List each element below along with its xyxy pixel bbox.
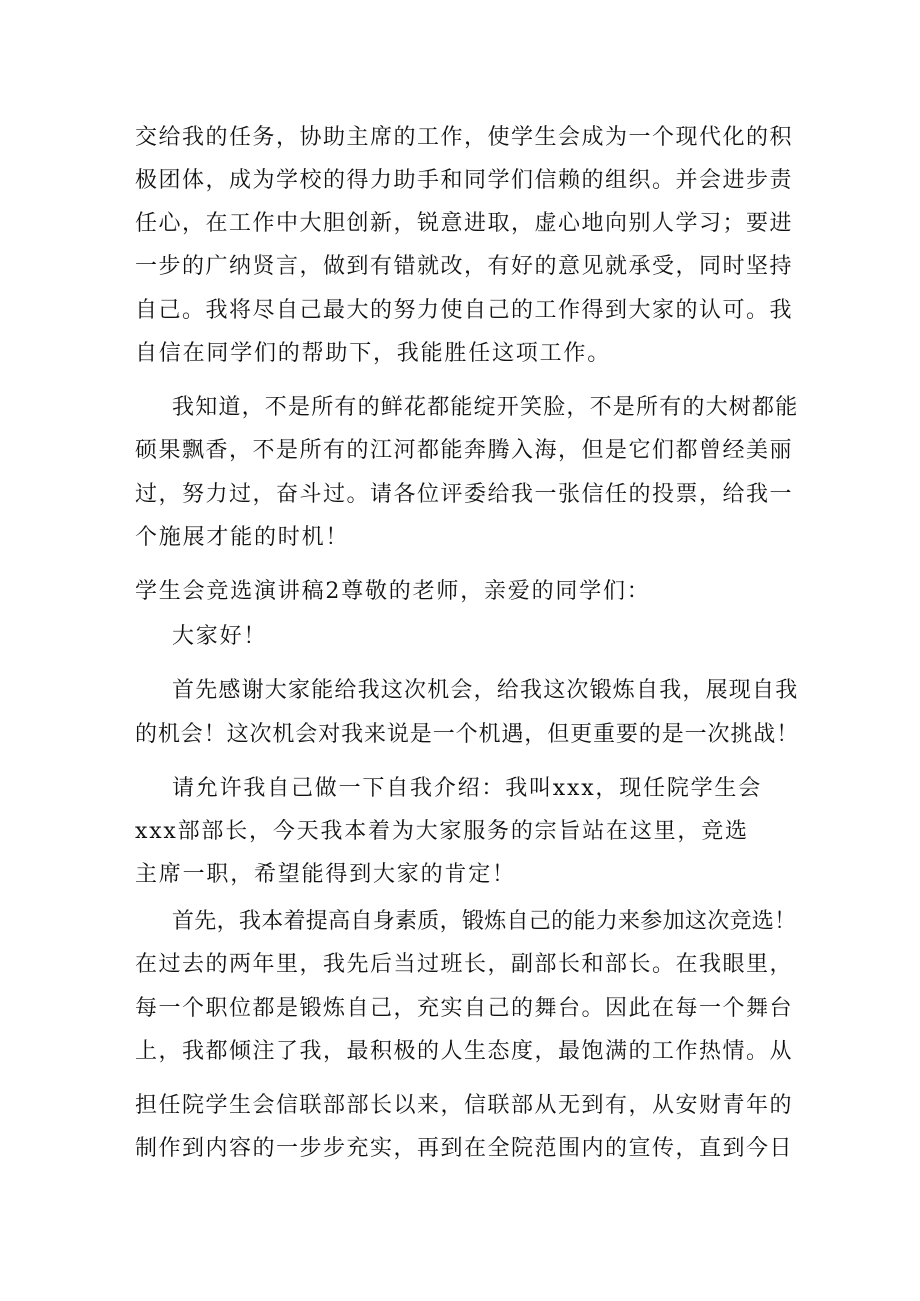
paragraph-2-line-1: 我知道，不是所有的鲜花都能绽开笑脸，不是所有的大树都能 <box>172 395 799 420</box>
paragraph-1-line-5: 自己。我将尽自己最大的努力使自己的工作得到大家的认可。我 <box>135 298 794 323</box>
paragraph-5-line-3: 每一个职位都是锻炼自己，充实自己的舞台。因此在每一个舞台 <box>135 996 794 1021</box>
paragraph-5-line-2: 在过去的两年里，我先后当过班长，副部长和部长。在我眼里， <box>135 952 794 977</box>
paragraph-5-line-5: 担任院学生会信联部部长以来，信联部从无到有，从安财青年的 <box>135 1093 794 1118</box>
paragraph-1-line-4: 一步的广纳贤言，做到有错就改，有好的意见就承受，同时坚持 <box>135 254 794 279</box>
paragraph-1-line-6: 自信在同学们的帮助下，我能胜任这项工作。 <box>135 341 612 366</box>
paragraph-3-line-1: 首先感谢大家能给我这次机会，给我这次锻炼自我，展现自我 <box>172 678 799 703</box>
paragraph-4-line-1: 请允许我自己做一下自我介绍：我叫xxx，现任院学生会 <box>172 776 763 801</box>
paragraph-1-line-1: 交给我的任务，协助主席的工作，使学生会成为一个现代化的积 <box>135 125 794 150</box>
paragraph-2-line-2: 硕果飘香，不是所有的江河都能奔腾入海，但是它们都曾经美丽 <box>135 438 794 463</box>
paragraph-3-line-2: 的机会！这次机会对我来说是一个机遇，但更重要的是一次挑战！ <box>135 722 800 747</box>
paragraph-1-line-3: 任心，在工作中大胆创新，锐意进取，虚心地向别人学习；要进 <box>135 211 794 236</box>
paragraph-2-line-3: 过，努力过，奋斗过。请各位评委给我一张信任的投票，给我一 <box>135 482 794 507</box>
paragraph-5-line-6: 制作到内容的一步步充实，再到在全院范围内的宣传，直到今日 <box>135 1136 794 1161</box>
paragraph-2-line-4: 个施展才能的时机！ <box>135 525 350 550</box>
paragraph-5-line-4: 上，我都倾注了我，最积极的人生态度，最饱满的工作热情。从 <box>135 1039 794 1064</box>
paragraph-4-line-2: xxx部部长，今天我本着为大家服务的宗旨站在这里，竞选 <box>135 819 749 844</box>
greeting: 大家好！ <box>172 624 268 649</box>
paragraph-4-line-3: 主席一职，希望能得到大家的肯定！ <box>135 862 516 887</box>
paragraph-5-line-1: 首先，我本着提高自身素质，锻炼自己的能力来参加这次竞选！ <box>172 909 797 934</box>
paragraph-1-line-2: 极团体，成为学校的得力助手和同学们信赖的组织。并会进步责 <box>135 168 794 193</box>
section-heading: 学生会竞选演讲稿2尊敬的老师，亲爱的同学们： <box>135 579 651 604</box>
